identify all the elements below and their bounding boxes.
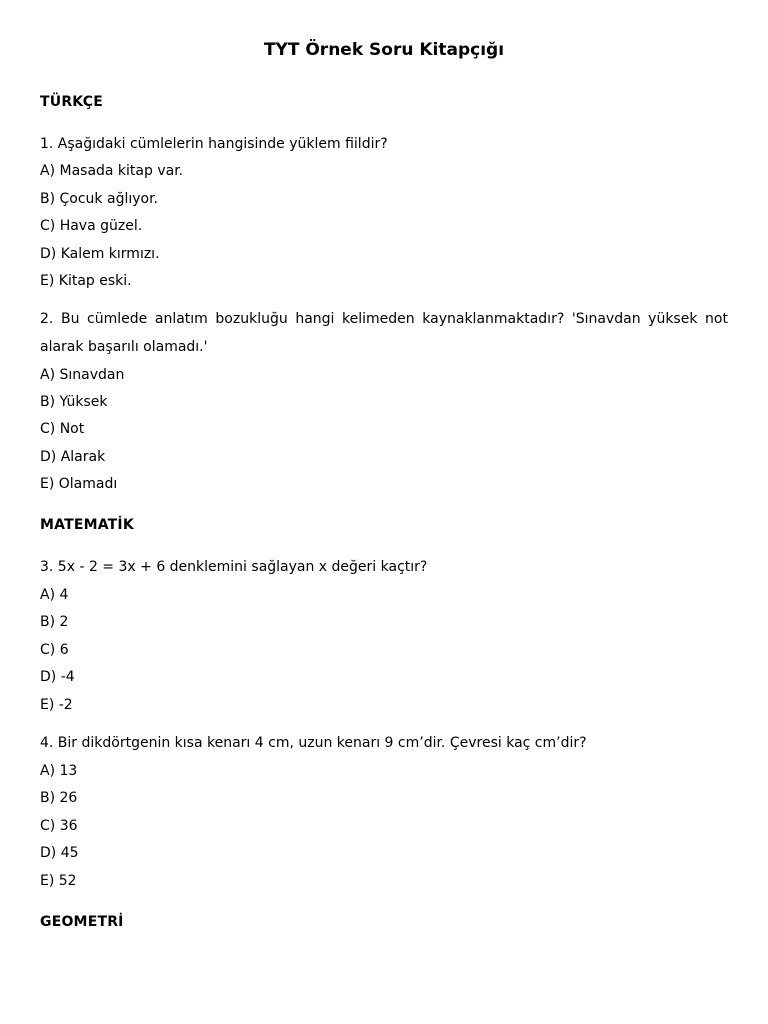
question-1-option-c: C) Hava güzel.	[40, 218, 143, 234]
question-2-option-b: B) Yüksek	[40, 394, 108, 410]
section-heading-matematik: MATEMATİK	[40, 517, 134, 533]
question-4-option-c: C) 36	[40, 818, 78, 834]
question-1-option-e: E) Kitap eski.	[40, 273, 132, 289]
question-3-option-b: B) 2	[40, 614, 69, 630]
question-2-option-d: D) Alarak	[40, 449, 106, 465]
question-3-option-c: C) 6	[40, 642, 69, 658]
question-4-option-a: A) 13	[40, 763, 78, 779]
question-2-option-a: A) Sınavdan	[40, 367, 125, 383]
question-2-option-c: C) Not	[40, 421, 85, 437]
question-1-option-d: D) Kalem kırmızı.	[40, 246, 160, 262]
question-3-option-a: A) 4	[40, 587, 69, 603]
question-1-text: 1. Aşağıdaki cümlelerin hangisinde yüklem fiildir?	[40, 136, 388, 152]
question-4-option-b: B) 26	[40, 790, 78, 806]
question-2-option-e: E) Olamadı	[40, 476, 118, 492]
question-1-option-a: A) Masada kitap var.	[40, 163, 184, 179]
question-2-text: 2. Bu cümlede anlatım bozukluğu hangi kelimeden kaynaklanmaktadır? 'Sınavdan yüksek not alarak başarılı olamadı.'	[40, 311, 728, 355]
question-4-text: 4. Bir dikdörtgenin kısa kenarı 4 cm, uzun kenarı 9 cm’dir. Çevresi kaç cm’dir?	[40, 735, 587, 751]
question-3-option-d: D) -4	[40, 669, 75, 685]
question-4-option-d: D) 45	[40, 845, 79, 861]
document-title: TYT Örnek Soru Kitapçığı	[263, 40, 505, 60]
section-heading-turkce: TÜRKÇE	[40, 94, 103, 110]
question-3-option-e: E) -2	[40, 697, 73, 713]
question-4-option-e: E) 52	[40, 873, 77, 889]
question-3-text: 3. 5x - 2 = 3x + 6 denklemini sağlayan x değeri kaçtır?	[40, 559, 428, 575]
section-heading-geometri: GEOMETRİ	[40, 914, 124, 930]
question-1-option-b: B) Çocuk ağlıyor.	[40, 191, 159, 207]
